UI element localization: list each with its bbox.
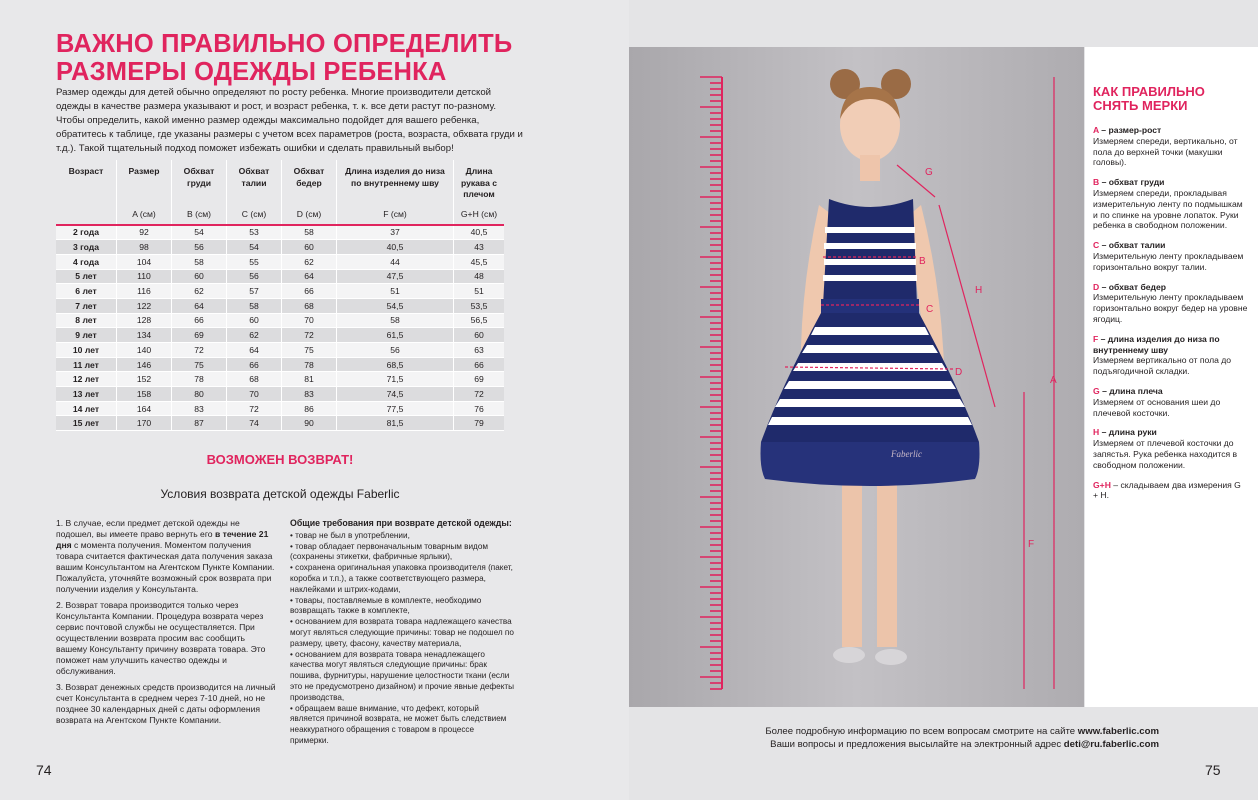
guide-title [1093, 85, 1248, 113]
shoe-left [833, 647, 865, 663]
table-cell: 72 [227, 401, 282, 416]
row-age: 15 лет [56, 416, 117, 431]
table-row [56, 343, 504, 358]
measurement-guide [1085, 47, 1258, 707]
return-condition-3: 3. Возврат денежных средств производится на личный счет Консультанта в среднем через 7-10 дней, но не позднее 30 календарных дней с даты оформления возврата на Агентском Пункте Компании. [56, 682, 276, 725]
table-cell: 56 [172, 240, 227, 255]
definition-item [1093, 282, 1248, 325]
definition-key [1093, 386, 1163, 396]
definition-key [1093, 334, 1220, 355]
table-cell: 71,5 [337, 372, 454, 387]
table-cell: 66 [454, 357, 505, 372]
definition-key [1093, 125, 1161, 135]
definition-letter: B [1093, 177, 1100, 188]
definition-item [1093, 125, 1248, 168]
header-size: Размер [117, 160, 172, 206]
definition-name: – длина руки [1099, 427, 1157, 438]
table-cell: 158 [117, 387, 172, 402]
page-number-left: 74 [36, 762, 52, 778]
requirement-item: • обращаем ваше внимание, что дефект, который является причиной возврата, не может быть следствием неаккуратного обращения с товаром в процессе примерки. [290, 703, 507, 745]
header-sleeve: Длина рукава с плечом [454, 160, 505, 206]
table-cell: 68 [227, 372, 282, 387]
table-cell: 48 [454, 269, 505, 284]
header-waist: Обхват талии [227, 160, 282, 206]
measurement-photo [629, 47, 1084, 707]
requirement-item: • основанием для возврата товара ненадлежащего качества могут являться следующие причины: брак пошива, фурнитуры, нарушение целостности ткани (если это не предусмотрено дизайном) и прочие явные дефекты производства, [290, 649, 515, 702]
table-cell: 80 [172, 387, 227, 402]
header-inseam: Длина изделия до низа по внутреннему шву [337, 160, 454, 206]
definition-name: – обхват бедер [1099, 281, 1167, 292]
table-cell: 58 [172, 254, 227, 269]
table-cell: 77,5 [337, 401, 454, 416]
table-cell: 64 [227, 343, 282, 358]
definition-text: Измерительную ленту прокладываем горизонтально вокруг бедер на уровне ягодиц. [1093, 292, 1248, 324]
row-age: 7 лет [56, 298, 117, 313]
table-cell: 83 [282, 387, 337, 402]
table-cell: 75 [172, 357, 227, 372]
table-cell: 87 [172, 416, 227, 431]
dress-brand-text: Faberlic [891, 449, 922, 459]
definition-item [1093, 480, 1248, 502]
table-cell: 81,5 [337, 416, 454, 431]
table-cell: 83 [172, 401, 227, 416]
definition-item [1093, 334, 1248, 377]
definition-letter: C [1093, 240, 1100, 251]
table-cell: 66 [282, 284, 337, 299]
requirement-item: • сохранена оригинальная упаковка производителя (пакет, коробка и т.п.), а также соответствующего размера, наклейками и штрих-кодами, [290, 563, 513, 594]
definition-text: Измеряем спереди, прокладывая измерительную ленту по подмышкам и по спинке на уровне лопаток. Руки ребенка в свободном положении. [1093, 187, 1243, 231]
table-cell: 57 [227, 284, 282, 299]
table-cell: 55 [227, 254, 282, 269]
dress-hem-band [761, 442, 980, 486]
table-cell: 72 [172, 343, 227, 358]
table-cell: 69 [454, 372, 505, 387]
table-row [56, 416, 504, 431]
email-link[interactable]: deti@ru.faberlic.com [1063, 739, 1159, 750]
table-cell: 43 [454, 240, 505, 255]
table-cell: 63 [454, 343, 505, 358]
website-link[interactable]: www.faberlic.com [1077, 726, 1159, 737]
table-cell: 146 [117, 357, 172, 372]
table-cell: 56 [227, 269, 282, 284]
table-row [56, 328, 504, 343]
return-title: ВОЗМОЖЕН ВОЗВРАТ! [206, 452, 354, 467]
row-age: 10 лет [56, 343, 117, 358]
return-condition-1-text-end: с момента получения. Моментом получения товара считается фактическая дата получения заказа вашим Консультантом на Агентском Пункте Компании. Пожалуйста, уточняйте возможный срок возврата при получении изделия у Консультанта. [56, 540, 275, 594]
table-cell: 152 [117, 372, 172, 387]
row-age: 13 лет [56, 387, 117, 402]
return-subtitle: Условия возврата детской одежды Faberlic [160, 487, 400, 501]
table-cell: 58 [337, 313, 454, 328]
table-row [56, 269, 504, 284]
table-cell: 98 [117, 240, 172, 255]
definition-text: Измеряем от плечевой косточки до запястья. Рука ребенка находится в свободном положении. [1093, 438, 1238, 470]
table-cell: 58 [227, 298, 282, 313]
table-cell: 54 [227, 240, 282, 255]
return-requirements [290, 518, 515, 747]
size-table [56, 160, 504, 431]
table-cell: 53,5 [454, 298, 505, 313]
definition-key [1093, 427, 1157, 437]
table-cell: 37 [337, 225, 454, 240]
table-cell: 140 [117, 343, 172, 358]
definition-text: Измеряем от основания шеи до плечевой косточки. [1093, 396, 1221, 418]
page-number-right: 75 [1205, 762, 1221, 778]
unit-a: A (см) [117, 206, 172, 225]
header-age: Возраст [56, 160, 117, 206]
header-hips: Обхват бедер [282, 160, 337, 206]
table-cell: 62 [227, 328, 282, 343]
table-cell: 116 [117, 284, 172, 299]
footer-line-1 [729, 725, 1159, 738]
return-condition-2: 2. Возврат товара производится только через Консультанта Компании. Процедура возврата через сервис почтовой службы не осуществляется. При осуществлении возврата просим вас сообщить вашему Консультанту причину возврата товара. Это поможет нам улучшить качество одежды и обслуживания. [56, 600, 266, 676]
table-cell: 64 [282, 269, 337, 284]
dress-belt [821, 299, 919, 313]
table-cell: 40,5 [337, 240, 454, 255]
table-cell: 70 [227, 387, 282, 402]
definition-key [1093, 177, 1164, 187]
footer-line-1-text: Более подробную информацию по всем вопросам смотрите на сайте [765, 726, 1078, 737]
table-cell: 56,5 [454, 313, 505, 328]
return-condition-1-text: 1. В случае, если предмет детской одежды не подошел, вы имеете право вернуть его [56, 518, 240, 539]
table-cell: 60 [454, 328, 505, 343]
label-g: G [925, 167, 933, 178]
label-d: D [955, 367, 963, 378]
definition-key [1093, 240, 1165, 250]
table-cell: 51 [337, 284, 454, 299]
table-cell: 164 [117, 401, 172, 416]
definition-name: – длина плеча [1099, 385, 1163, 396]
definition-name: – обхват талии [1099, 240, 1166, 251]
requirements-header: Общие требования при возврате детской одежды: [290, 518, 512, 528]
table-cell: 75 [282, 343, 337, 358]
definition-name: – размер-рост [1098, 125, 1162, 135]
unit-c: C (см) [227, 206, 282, 225]
title-line-1: ВАЖНО ПРАВИЛЬНО ОПРЕДЕЛИТЬ [56, 30, 513, 58]
requirement-item: • основанием для возврата товара надлежащего качества могут являться следующие причины: товар не подошел по размеру, цвету, фасону, качеству материала, [290, 617, 514, 648]
table-cell: 170 [117, 416, 172, 431]
table-cell: 81 [282, 372, 337, 387]
unit-f: F (см) [337, 206, 454, 225]
definition-list [1093, 125, 1248, 501]
right-page [629, 0, 1258, 800]
size-table-header-row [56, 160, 504, 206]
unit-gh: G+H (см) [454, 206, 505, 225]
definition-item [1093, 240, 1248, 272]
table-cell: 54 [172, 225, 227, 240]
definition-text: Измеряем вертикально от пола до подъягодичной складки. [1093, 355, 1232, 377]
table-cell: 92 [117, 225, 172, 240]
dress-bodice [823, 199, 917, 305]
definition-letter: F [1093, 333, 1099, 344]
table-row [56, 387, 504, 402]
definition-letter: A [1093, 125, 1099, 135]
table-cell: 68 [282, 298, 337, 313]
definition-text: – складываем два измерения G + H. [1093, 479, 1241, 501]
table-row [56, 313, 504, 328]
table-cell: 62 [282, 254, 337, 269]
table-cell: 70 [282, 313, 337, 328]
table-cell: 128 [117, 313, 172, 328]
definition-letter: H [1093, 427, 1100, 438]
table-cell: 69 [172, 328, 227, 343]
girl-leg-right [877, 467, 897, 647]
row-age: 14 лет [56, 401, 117, 416]
label-a: A [1050, 375, 1057, 386]
definition-item [1093, 386, 1248, 418]
row-age: 5 лет [56, 269, 117, 284]
table-row [56, 357, 504, 372]
requirement-item: • товар не был в употреблении, [290, 530, 410, 540]
requirements-list [290, 531, 515, 747]
row-age: 4 года [56, 254, 117, 269]
guide-title-line-2: СНЯТЬ МЕРКИ [1093, 98, 1188, 113]
table-cell: 56 [337, 343, 454, 358]
table-cell: 44 [337, 254, 454, 269]
label-c: C [926, 304, 934, 315]
table-cell: 72 [282, 328, 337, 343]
table-row [56, 298, 504, 313]
definition-text: Измерительную ленту прокладываем горизонтально вокруг талии. [1093, 250, 1244, 272]
intro-paragraph: Размер одежды для детей обычно определяют по росту ребенка. Многие производители детской одежды в качестве размера указывают и рост, и возраст ребенка, т. к. все дети растут по-разному. Чтобы определить, какой именно размер одежды максимально подойдет для вашего ребенка, обратитесь к таблице, где указаны размеры с учетом всех параметров (роста, возраста, обхвата груди и т.д.). Такой тщательный подход поможет избежать ошибки и сделать правильный выбор! [56, 87, 523, 154]
footer-line-2 [729, 738, 1159, 751]
row-age: 8 лет [56, 313, 117, 328]
definition-name: – обхват груди [1099, 177, 1165, 188]
table-cell: 79 [454, 416, 505, 431]
table-cell: 47,5 [337, 269, 454, 284]
footer-line-2-text: Ваши вопросы и предложения высылайте на электронный адрес [770, 739, 1064, 750]
return-condition-1 [56, 518, 276, 595]
definition-item [1093, 427, 1248, 470]
table-cell: 53 [227, 225, 282, 240]
definition-key [1093, 282, 1166, 292]
label-b: B [919, 256, 926, 267]
table-cell: 134 [117, 328, 172, 343]
definition-text: Измеряем спереди, вертикально, от пола до верхней точки (макушки головы). [1093, 135, 1238, 168]
shoe-right [875, 649, 907, 665]
table-cell: 76 [454, 401, 505, 416]
row-age: 9 лет [56, 328, 117, 343]
table-cell: 104 [117, 254, 172, 269]
unit-age [56, 206, 117, 225]
table-row [56, 240, 504, 255]
table-row [56, 284, 504, 299]
table-cell: 72 [454, 387, 505, 402]
return-deadline: в течение 21 дня [56, 529, 269, 550]
table-cell: 86 [282, 401, 337, 416]
row-age: 2 года [56, 225, 117, 240]
table-cell: 74,5 [337, 387, 454, 402]
table-cell: 60 [282, 240, 337, 255]
unit-d: D (см) [282, 206, 337, 225]
table-row [56, 372, 504, 387]
definition-letter: D [1093, 281, 1100, 292]
table-cell: 66 [172, 313, 227, 328]
girl-leg-left [842, 467, 862, 647]
definition-name: – длина изделия до низа по внутреннему шву [1093, 333, 1220, 355]
table-row [56, 225, 504, 240]
row-age: 12 лет [56, 372, 117, 387]
table-cell: 60 [227, 313, 282, 328]
table-cell: 62 [172, 284, 227, 299]
table-row [56, 254, 504, 269]
table-cell: 74 [227, 416, 282, 431]
table-cell: 78 [282, 357, 337, 372]
return-conditions [56, 518, 276, 731]
table-cell: 64 [172, 298, 227, 313]
table-cell: 122 [117, 298, 172, 313]
guide-title-line-1: КАК ПРАВИЛЬНО [1093, 84, 1205, 99]
row-age: 3 года [56, 240, 117, 255]
table-cell: 60 [172, 269, 227, 284]
table-cell: 78 [172, 372, 227, 387]
table-cell: 61,5 [337, 328, 454, 343]
definition-item [1093, 177, 1248, 231]
measurement-illustration [629, 47, 1084, 707]
table-cell: 51 [454, 284, 505, 299]
definition-letter: G+H [1093, 479, 1111, 490]
table-cell: 58 [282, 225, 337, 240]
table-cell: 40,5 [454, 225, 505, 240]
girl-neck [860, 155, 880, 181]
table-cell: 110 [117, 269, 172, 284]
size-table-units-row [56, 206, 504, 225]
label-f: F [1028, 539, 1035, 550]
unit-b: B (см) [172, 206, 227, 225]
row-age: 6 лет [56, 284, 117, 299]
page-footer [729, 725, 1159, 751]
row-age: 11 лет [56, 357, 117, 372]
table-cell: 68,5 [337, 357, 454, 372]
page-title [56, 30, 512, 86]
definition-key [1093, 480, 1111, 490]
requirement-item: • товары, поставляемые в комплекте, необходимо возвращать также в комплекте, [290, 595, 482, 616]
table-cell: 45,5 [454, 254, 505, 269]
header-chest: Обхват груди [172, 160, 227, 206]
requirement-item: • товар обладает первоначальным товарным видом (сохранены этикетки, фабричные ярлыки), [290, 541, 489, 562]
label-h: H [975, 285, 983, 296]
size-table-body [56, 225, 504, 431]
table-cell: 54,5 [337, 298, 454, 313]
table-cell: 90 [282, 416, 337, 431]
definition-letter: G [1093, 385, 1100, 396]
table-cell: 66 [227, 357, 282, 372]
title-line-2: РАЗМЕРЫ ОДЕЖДЫ РЕБЕНКА [56, 58, 447, 86]
table-row [56, 401, 504, 416]
